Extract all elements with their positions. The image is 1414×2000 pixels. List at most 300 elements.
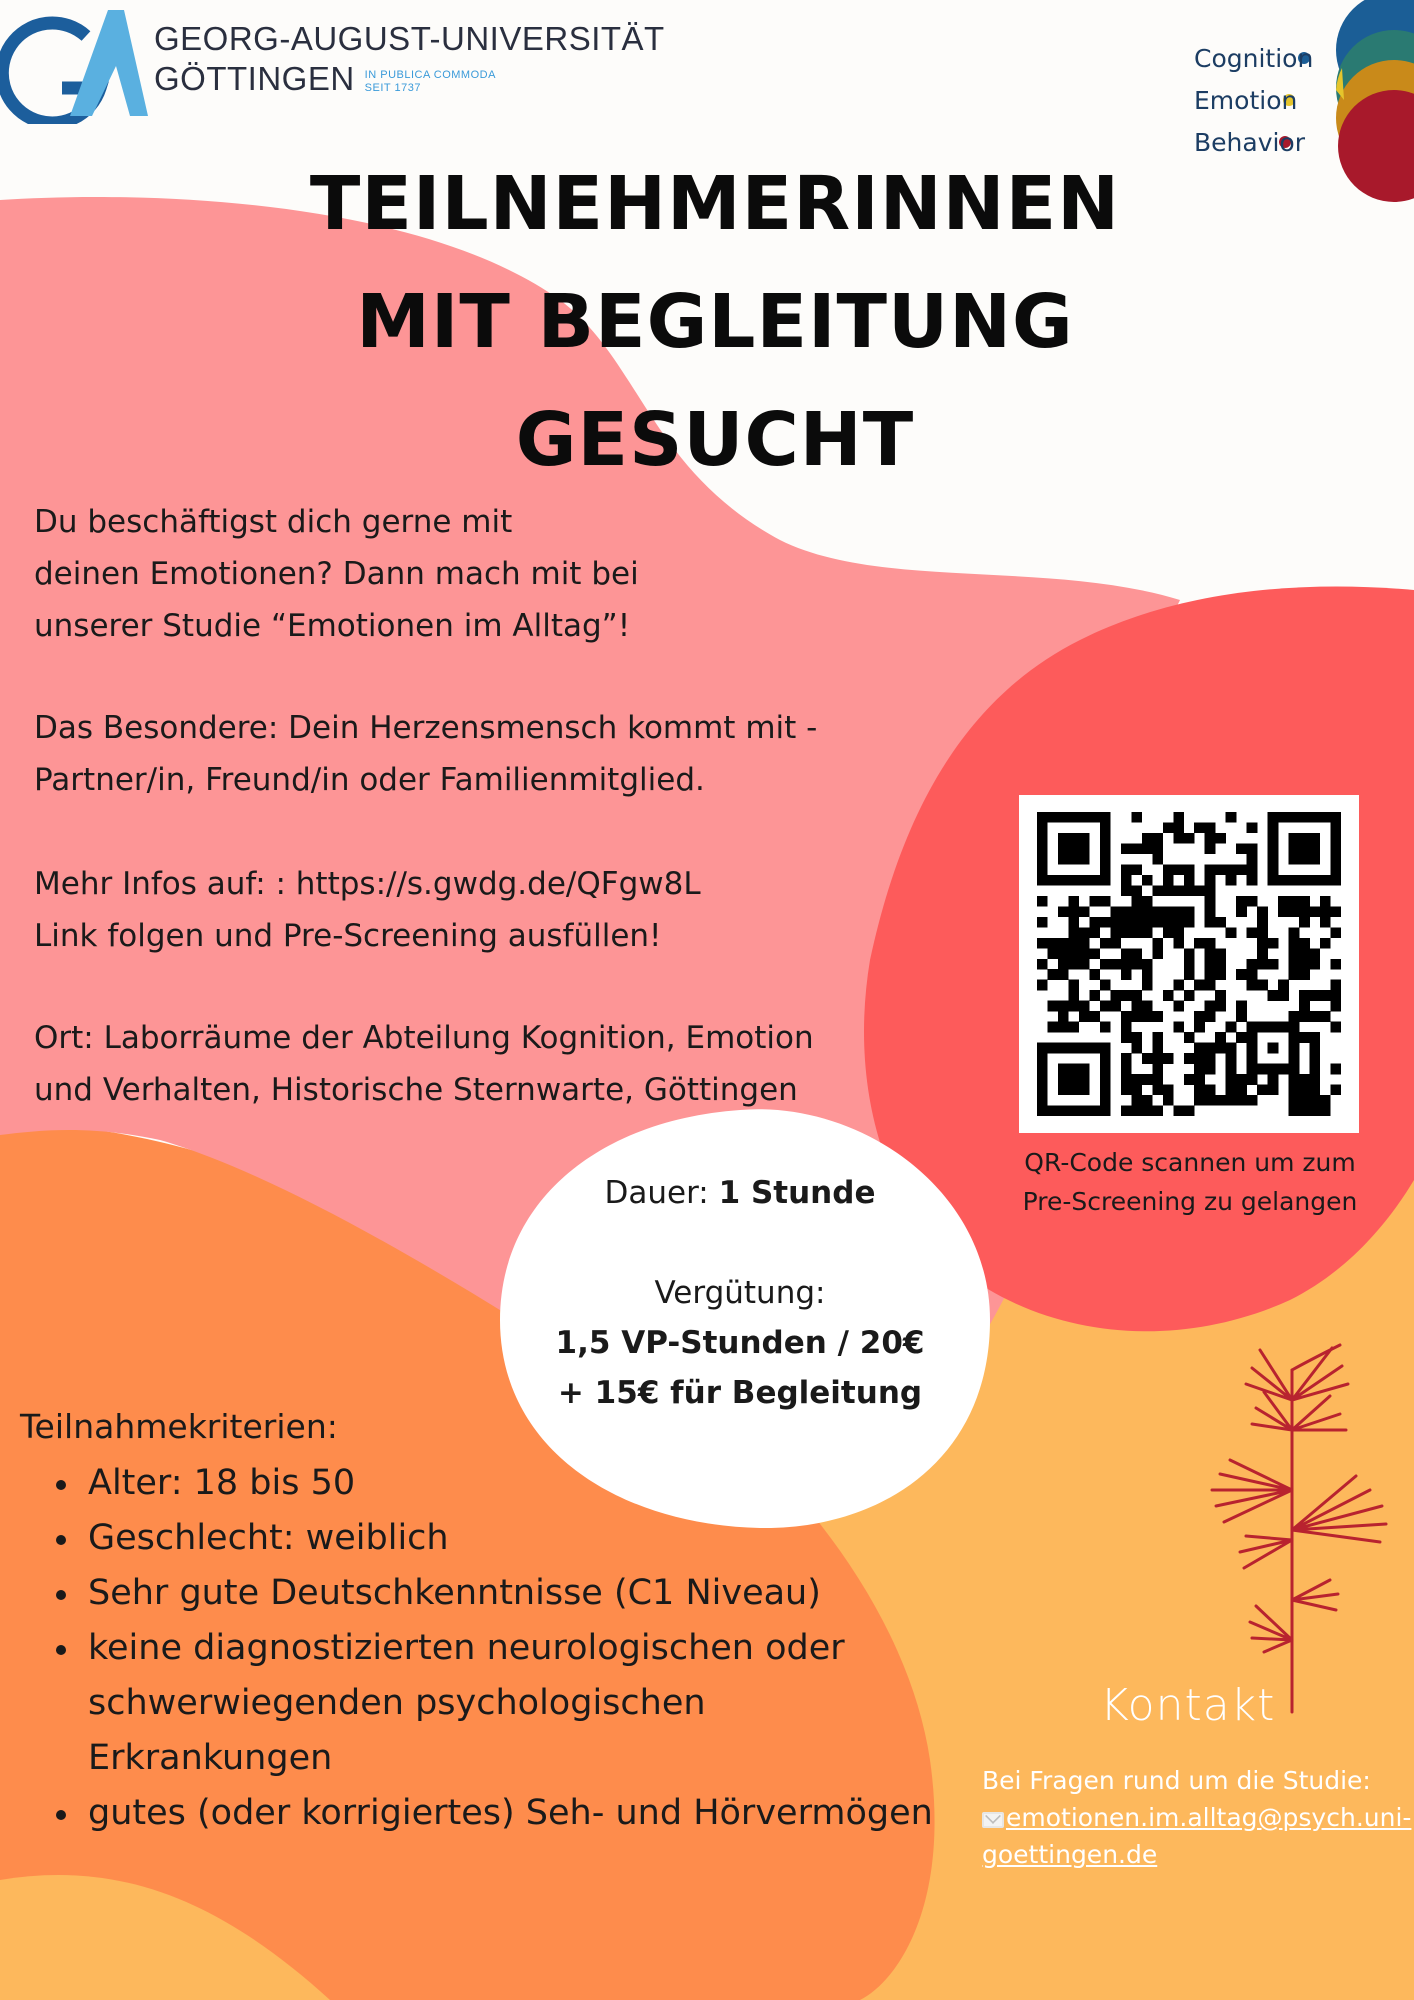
- qr-module: [1310, 833, 1321, 844]
- qr-module: [1205, 959, 1216, 970]
- qr-module: [1268, 1064, 1279, 1075]
- qr-module: [1100, 959, 1111, 970]
- qr-module: [1142, 843, 1153, 854]
- qr-module: [1205, 980, 1216, 991]
- qr-module: [1047, 1106, 1058, 1117]
- lab-logo: [1194, 0, 1414, 205]
- motto-line1: IN PUBLICA COMMODA: [364, 69, 496, 81]
- qr-module: [1152, 1032, 1163, 1043]
- qr-module: [1079, 843, 1090, 854]
- contact-question: Bei Fragen rund um die Studie:: [982, 1766, 1371, 1795]
- qr-module: [1068, 1064, 1079, 1075]
- qr-module: [1289, 843, 1300, 854]
- qr-module: [1247, 1022, 1258, 1033]
- qr-module: [1131, 885, 1142, 896]
- qr-module: [1037, 917, 1048, 928]
- qr-module: [1278, 980, 1289, 991]
- qr-module: [1121, 1022, 1132, 1033]
- qr-module: [1215, 1095, 1226, 1106]
- qr-module: [1184, 1032, 1195, 1043]
- qr-module: [1184, 990, 1195, 1001]
- qr-module: [1247, 864, 1258, 875]
- qr-module: [1142, 896, 1153, 907]
- qr-module: [1142, 959, 1153, 970]
- qr-module: [1310, 854, 1321, 865]
- qr-module: [1131, 896, 1142, 907]
- qr-module: [1215, 1032, 1226, 1043]
- qr-module: [1268, 1043, 1279, 1054]
- qr-module: [1163, 927, 1174, 938]
- qr-module: [1110, 1001, 1121, 1012]
- qr-module: [1299, 1095, 1310, 1106]
- title-line2: MIT BEGLEITUNG: [356, 279, 1074, 365]
- contact-email-link-cont[interactable]: goettingen.de: [982, 1840, 1158, 1869]
- qr-module: [1247, 822, 1258, 833]
- study-details: [520, 1168, 960, 1418]
- qr-module: [1289, 1011, 1300, 1022]
- qr-module: [1037, 959, 1048, 970]
- criteria-item-health-cont2: Erkrankungen: [88, 1738, 333, 1778]
- qr-module: [1194, 1074, 1205, 1085]
- qr-module: [1278, 1022, 1289, 1033]
- university-logo: [0, 4, 665, 124]
- contact-heading: Kontakt: [1100, 1680, 1276, 1731]
- qr-module: [1236, 864, 1247, 875]
- qr-module: [1131, 927, 1142, 938]
- qr-module: [1194, 885, 1205, 896]
- qr-module: [1058, 833, 1069, 844]
- qr-module: [1310, 1106, 1321, 1117]
- qr-module: [1089, 1043, 1100, 1054]
- info-link-line[interactable]: Mehr Infos auf: : https://s.gwdg.de/QFgw8L: [34, 866, 701, 902]
- qr-module: [1079, 1064, 1090, 1075]
- qr-module: [1121, 959, 1132, 970]
- qr-module: [1037, 1095, 1048, 1106]
- qr-module: [1215, 959, 1226, 970]
- qr-module: [1247, 1043, 1258, 1054]
- qr-module: [1299, 875, 1310, 886]
- qr-module: [1131, 812, 1142, 823]
- qr-module: [1142, 969, 1153, 980]
- qr-module: [1289, 1053, 1300, 1064]
- qr-module: [1205, 938, 1216, 949]
- qr-module: [1152, 1011, 1163, 1022]
- qr-code[interactable]: [1019, 795, 1359, 1133]
- qr-code-icon: [1037, 811, 1341, 1117]
- qr-module: [1320, 906, 1331, 917]
- qr-module: [1100, 938, 1111, 949]
- qr-module: [1068, 938, 1079, 949]
- qr-module: [1110, 917, 1121, 928]
- qr-module: [1121, 917, 1132, 928]
- lab-logo-line3: Behavior: [1194, 128, 1306, 157]
- qr-module: [1236, 906, 1247, 917]
- compensation-label: Vergütung:: [654, 1275, 826, 1311]
- qr-module: [1310, 1085, 1321, 1096]
- page-title: [220, 145, 1210, 499]
- qr-module: [1184, 1106, 1195, 1117]
- qr-module: [1184, 917, 1195, 928]
- qr-module: [1163, 875, 1174, 886]
- qr-module: [1173, 906, 1184, 917]
- qr-module: [1152, 1053, 1163, 1064]
- qr-module: [1331, 822, 1341, 833]
- qr-module: [1331, 1085, 1341, 1096]
- qr-module: [1037, 1053, 1048, 1064]
- qr-module: [1121, 990, 1132, 1001]
- qr-module: [1299, 833, 1310, 844]
- qr-module: [1142, 906, 1153, 917]
- qr-module: [1257, 948, 1268, 959]
- qr-module: [1299, 1085, 1310, 1096]
- qr-module: [1047, 938, 1058, 949]
- university-name-line1: GEORG-AUGUST-UNIVERSITÄT: [154, 20, 665, 57]
- qr-module: [1205, 1001, 1216, 1012]
- qr-module: [1299, 1011, 1310, 1022]
- qr-module: [1310, 812, 1321, 823]
- qr-module: [1257, 1022, 1268, 1033]
- qr-module: [1268, 959, 1279, 970]
- qr-module: [1289, 927, 1300, 938]
- qr-module: [1121, 906, 1132, 917]
- qr-module: [1037, 854, 1048, 865]
- duration-label: Dauer:: [604, 1175, 719, 1211]
- qr-module: [1079, 1085, 1090, 1096]
- qr-module: [1037, 875, 1048, 886]
- qr-module: [1047, 812, 1058, 823]
- title-line3: GESUCHT: [515, 397, 915, 483]
- qr-module: [1079, 1074, 1090, 1085]
- qr-module: [1268, 822, 1279, 833]
- special-paragraph: [34, 702, 817, 806]
- qr-module: [1236, 1011, 1247, 1022]
- qr-module: [1247, 1095, 1258, 1106]
- qr-module: [1142, 875, 1153, 886]
- qr-module: [1089, 1011, 1100, 1022]
- criteria-item-gender: Geschlecht: weiblich: [88, 1511, 948, 1566]
- criteria-title: Teilnahmekriterien:: [20, 1407, 338, 1446]
- qr-module: [1289, 1064, 1300, 1075]
- qr-module: [1247, 959, 1258, 970]
- qr-module: [1205, 885, 1216, 896]
- qr-module: [1079, 1043, 1090, 1054]
- qr-module: [1289, 1074, 1300, 1085]
- qr-module: [1226, 1043, 1237, 1054]
- qr-module: [1058, 1074, 1069, 1085]
- qr-module: [1226, 927, 1237, 938]
- qr-module: [1194, 822, 1205, 833]
- qr-module: [1173, 885, 1184, 896]
- qr-module: [1089, 948, 1100, 959]
- qr-module: [1194, 1064, 1205, 1075]
- qr-module: [1100, 812, 1111, 823]
- qr-module: [1205, 906, 1216, 917]
- qr-module: [1173, 1106, 1184, 1117]
- qr-module: [1299, 906, 1310, 917]
- qr-module: [1289, 875, 1300, 886]
- qr-caption-line2: Pre-Screening zu gelangen: [1022, 1187, 1358, 1216]
- qr-module: [1299, 1032, 1310, 1043]
- qr-module: [1320, 896, 1331, 907]
- qr-module: [1247, 896, 1258, 907]
- qr-module: [1299, 969, 1310, 980]
- qr-module: [1289, 906, 1300, 917]
- qr-module: [1079, 812, 1090, 823]
- qr-module: [1257, 938, 1268, 949]
- university-name-line2: GÖTTINGEN: [154, 60, 355, 97]
- qr-module: [1205, 875, 1216, 886]
- qr-module: [1100, 980, 1111, 991]
- qr-module: [1131, 906, 1142, 917]
- qr-module: [1100, 875, 1111, 886]
- qr-module: [1205, 843, 1216, 854]
- qr-module: [1068, 927, 1079, 938]
- qr-module: [1173, 812, 1184, 823]
- qr-module: [1215, 917, 1226, 928]
- qr-caption-line1: QR-Code scannen um zum: [1024, 1148, 1356, 1177]
- qr-module: [1058, 1043, 1069, 1054]
- qr-module: [1194, 1011, 1205, 1022]
- title-line1: TEILNEHMERINNEN: [309, 161, 1121, 247]
- qr-module: [1089, 917, 1100, 928]
- qr-module: [1331, 990, 1341, 1001]
- qr-module: [1037, 896, 1048, 907]
- criteria-item-senses: gutes (oder korrigiertes) Seh- und Hörvermögen: [88, 1786, 948, 1841]
- location-line1: Ort: Laborräume der Abteilung Kognition, Emotion: [34, 1020, 814, 1056]
- qr-module: [1152, 1085, 1163, 1096]
- qr-module: [1058, 969, 1069, 980]
- qr-module: [1194, 1053, 1205, 1064]
- qr-module: [1331, 843, 1341, 854]
- qr-module: [1215, 833, 1226, 844]
- duration-value: 1 Stunde: [718, 1175, 876, 1211]
- qr-module: [1299, 959, 1310, 970]
- qr-module: [1079, 1011, 1090, 1022]
- qr-module: [1247, 927, 1258, 938]
- qr-module: [1268, 864, 1279, 875]
- qr-module: [1068, 906, 1079, 917]
- qr-module: [1068, 1043, 1079, 1054]
- qr-module: [1173, 864, 1184, 875]
- qr-module: [1131, 1032, 1142, 1043]
- qr-module: [1131, 917, 1142, 928]
- qr-module: [1289, 833, 1300, 844]
- qr-module: [1121, 1053, 1132, 1064]
- qr-module: [1037, 980, 1048, 991]
- qr-module: [1299, 896, 1310, 907]
- qr-module: [1310, 1053, 1321, 1064]
- qr-module: [1247, 1064, 1258, 1075]
- compensation-line1: 1,5 VP-Stunden / 20€: [555, 1325, 925, 1361]
- qr-module: [1289, 1032, 1300, 1043]
- qr-module: [1289, 1106, 1300, 1117]
- qr-module: [1131, 990, 1142, 1001]
- qr-module: [1331, 1001, 1341, 1012]
- qr-module: [1163, 864, 1174, 875]
- qr-module: [1068, 896, 1079, 907]
- qr-module: [1236, 1032, 1247, 1043]
- qr-module: [1194, 980, 1205, 991]
- qr-module: [1142, 927, 1153, 938]
- qr-module: [1142, 833, 1153, 844]
- qr-module: [1068, 833, 1079, 844]
- qr-module: [1163, 822, 1174, 833]
- qr-module: [1142, 917, 1153, 928]
- qr-module: [1131, 864, 1142, 875]
- qr-module: [1121, 864, 1132, 875]
- qr-module: [1310, 959, 1321, 970]
- qr-module: [1068, 1074, 1079, 1085]
- qr-module: [1058, 1022, 1069, 1033]
- qr-module: [1236, 1095, 1247, 1106]
- qr-module: [1121, 1064, 1132, 1075]
- qr-module: [1215, 948, 1226, 959]
- qr-module: [1320, 990, 1331, 1001]
- qr-module: [1079, 1106, 1090, 1117]
- qr-module: [1257, 959, 1268, 970]
- qr-module: [1226, 812, 1237, 823]
- qr-module: [1100, 1053, 1111, 1064]
- qr-module: [1100, 1074, 1111, 1085]
- qr-module: [1058, 906, 1069, 917]
- qr-module: [1205, 917, 1216, 928]
- qr-module: [1247, 980, 1258, 991]
- qr-module: [1320, 1106, 1331, 1117]
- qr-module: [1142, 1074, 1153, 1085]
- qr-module: [1205, 864, 1216, 875]
- criteria-list: [88, 1456, 948, 1841]
- qr-module: [1100, 864, 1111, 875]
- qr-module: [1236, 1001, 1247, 1012]
- qr-module: [1142, 1001, 1153, 1012]
- lab-logo-line1: Cognition: [1194, 44, 1314, 73]
- qr-module: [1310, 1032, 1321, 1043]
- qr-module: [1194, 1043, 1205, 1054]
- qr-module: [1257, 906, 1268, 917]
- qr-module: [1068, 1022, 1079, 1033]
- qr-module: [1142, 1106, 1153, 1117]
- qr-module: [1058, 1064, 1069, 1075]
- criteria-item-language: Sehr gute Deutschkenntnisse (C1 Niveau): [88, 1566, 948, 1621]
- qr-module: [1142, 1011, 1153, 1022]
- qr-module: [1142, 1053, 1153, 1064]
- qr-module: [1194, 1095, 1205, 1106]
- qr-module: [1299, 1074, 1310, 1085]
- qr-module: [1058, 1106, 1069, 1117]
- special-line2: Partner/in, Freund/in oder Familienmitglied.: [34, 762, 705, 798]
- qr-module: [1068, 980, 1079, 991]
- qr-module: [1205, 1053, 1216, 1064]
- qr-module: [1100, 854, 1111, 865]
- compensation-line2: + 15€ für Begleitung: [557, 1375, 923, 1411]
- qr-module: [1068, 875, 1079, 886]
- qr-module: [1278, 906, 1289, 917]
- qr-module: [1068, 1001, 1079, 1012]
- qr-module: [1268, 833, 1279, 844]
- qr-module: [1257, 1085, 1268, 1096]
- qr-module: [1058, 875, 1069, 886]
- qr-module: [1236, 843, 1247, 854]
- qr-module: [1173, 938, 1184, 949]
- intro-line3: unserer Studie “Emotionen im Alltag”!: [34, 608, 631, 644]
- qr-caption: [1010, 1143, 1370, 1221]
- qr-module: [1247, 854, 1258, 865]
- qr-module: [1331, 812, 1341, 823]
- ga-emblem-icon: [0, 4, 152, 124]
- qr-module: [1299, 948, 1310, 959]
- qr-module: [1037, 1043, 1048, 1054]
- qr-module: [1205, 948, 1216, 959]
- qr-module: [1257, 927, 1268, 938]
- qr-module: [1184, 875, 1195, 886]
- qr-module: [1310, 1011, 1321, 1022]
- plant-icon: [1160, 1340, 1400, 1730]
- qr-module: [1058, 854, 1069, 865]
- qr-module: [1236, 1085, 1247, 1096]
- qr-module: [1268, 812, 1279, 823]
- qr-module: [1173, 1022, 1184, 1033]
- qr-module: [1205, 1064, 1216, 1075]
- qr-module: [1068, 1106, 1079, 1117]
- info-paragraph: [34, 858, 701, 962]
- qr-module: [1068, 959, 1079, 970]
- qr-module: [1184, 1053, 1195, 1064]
- criteria-item-health-cont1: schwerwiegenden psychologischen: [88, 1683, 706, 1723]
- qr-module: [1152, 854, 1163, 865]
- qr-module: [1184, 1074, 1195, 1085]
- qr-module: [1058, 1085, 1069, 1096]
- qr-module: [1268, 843, 1279, 854]
- qr-module: [1089, 927, 1100, 938]
- criteria-item-health: keine diagnostizierten neurologischen oder: [88, 1621, 948, 1676]
- qr-module: [1058, 938, 1069, 949]
- qr-module: [1121, 1106, 1132, 1117]
- qr-module: [1110, 906, 1121, 917]
- qr-module: [1226, 864, 1237, 875]
- qr-module: [1205, 969, 1216, 980]
- qr-module: [1121, 1085, 1132, 1096]
- qr-module: [1068, 1085, 1079, 1096]
- qr-module: [1068, 990, 1079, 1001]
- qr-module: [1037, 1085, 1048, 1096]
- qr-module: [1331, 854, 1341, 865]
- qr-module: [1037, 833, 1048, 844]
- qr-module: [1299, 812, 1310, 823]
- qr-module: [1331, 1022, 1341, 1033]
- qr-module: [1037, 864, 1048, 875]
- qr-module: [1247, 1032, 1258, 1043]
- qr-module: [1215, 1043, 1226, 1054]
- qr-module: [1184, 959, 1195, 970]
- qr-module: [1278, 812, 1289, 823]
- qr-module: [1100, 1064, 1111, 1075]
- qr-module: [1289, 938, 1300, 949]
- qr-module: [1079, 948, 1090, 959]
- special-line1: Das Besondere: Dein Herzensmensch kommt mit -: [34, 710, 818, 746]
- qr-module: [1173, 980, 1184, 991]
- qr-module: [1226, 1095, 1237, 1106]
- qr-module: [1226, 1053, 1237, 1064]
- qr-module: [1121, 1032, 1132, 1043]
- qr-module: [1037, 1106, 1048, 1117]
- qr-module: [1037, 1074, 1048, 1085]
- qr-module: [1037, 938, 1048, 949]
- qr-module: [1299, 917, 1310, 928]
- qr-module: [1205, 1043, 1216, 1054]
- qr-module: [1121, 948, 1132, 959]
- contact-email-link[interactable]: emotionen.im.alltag@psych.uni-: [1006, 1803, 1412, 1832]
- qr-module: [1131, 959, 1142, 970]
